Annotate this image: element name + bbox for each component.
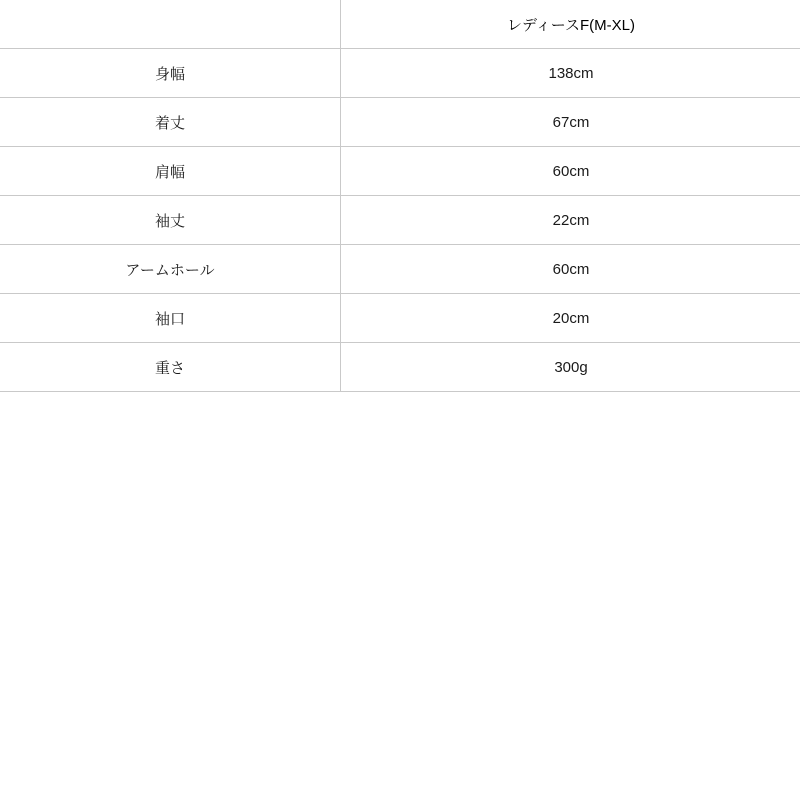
size-table-body [0,0,800,392]
table-header-row [0,0,800,49]
row-value-sleeve-length: 22cm [341,196,800,245]
table-row [0,147,800,196]
table-row [0,343,800,392]
blank-area [0,392,800,802]
row-label-armhole: アームホール [0,245,341,294]
row-label-sleeve-length: 袖丈 [0,196,341,245]
row-value-body-width: 138cm [341,49,800,98]
row-value-length: 67cm [341,98,800,147]
table-row [0,245,800,294]
row-value-weight: 300g [341,343,800,392]
table-row [0,196,800,245]
header-size-column: レディースF(M-XL) [341,0,800,49]
table-row [0,98,800,147]
row-label-length: 着丈 [0,98,341,147]
header-blank-cell [0,0,341,49]
size-table [0,0,800,392]
row-value-armhole: 60cm [341,245,800,294]
table-row [0,294,800,343]
row-label-cuff: 袖口 [0,294,341,343]
row-label-shoulder-width: 肩幅 [0,147,341,196]
row-value-cuff: 20cm [341,294,800,343]
table-row [0,49,800,98]
row-value-shoulder-width: 60cm [341,147,800,196]
row-label-weight: 重さ [0,343,341,392]
row-label-body-width: 身幅 [0,49,341,98]
